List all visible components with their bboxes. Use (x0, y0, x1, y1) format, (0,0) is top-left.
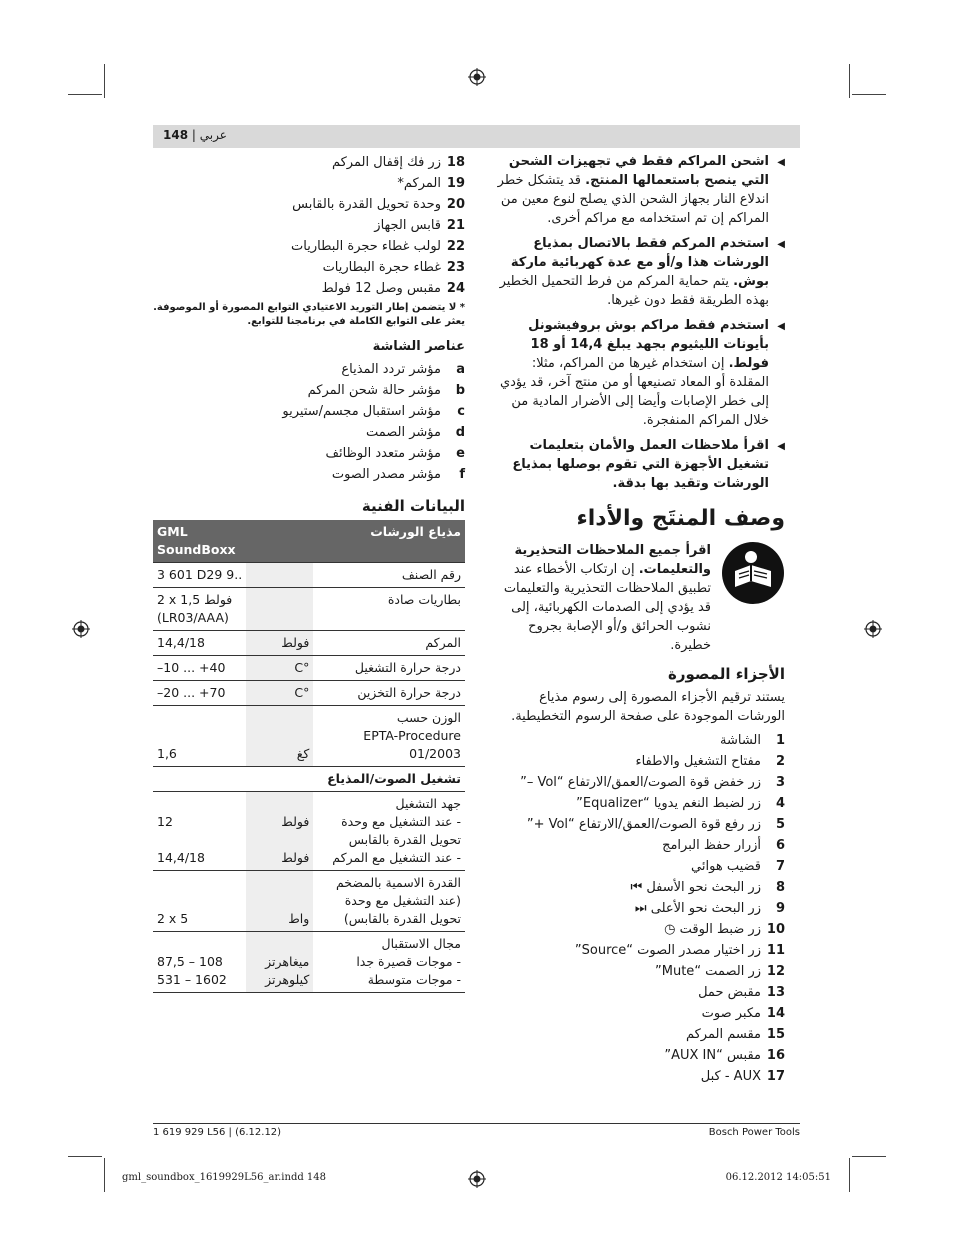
item-number: 16 (766, 1048, 785, 1063)
item-number: 17 (766, 1069, 785, 1084)
read-manual-icon (721, 541, 785, 605)
bullet-arrow-icon: ◀ (777, 441, 785, 452)
parts-list (489, 730, 785, 1087)
item-label: زر رفع قوة الصوت/العمق/الارتفاع “Vol +” (526, 817, 761, 832)
table-row (153, 871, 465, 932)
registration-mark-icon (468, 68, 486, 86)
item-number: d (455, 425, 465, 440)
table-header-label: مذياع الورشات (313, 520, 465, 563)
crop-mark (68, 94, 102, 95)
item-label: زر البحث نحو الأسفل ⏮ (630, 880, 761, 895)
warning-text-block (489, 541, 711, 655)
header-separator: | (191, 128, 196, 142)
parts-intro: يستند ترقيم الأجزاء المصورة إلى رسوم مذياع الورشات الموجودة على صفحة الرسوم التخطيطية. (511, 690, 785, 724)
crop-mark (852, 1156, 886, 1157)
item-number: 1 (775, 733, 785, 748)
table-cell-value: 3 601 D29 9.. (153, 563, 246, 588)
list-item (489, 793, 785, 814)
table-cell-value: 14,4/18 (153, 631, 246, 656)
item-number: 2 (775, 754, 785, 769)
item-label: غطاء حجرة البطاريات (322, 260, 441, 275)
item-label: الشاشة (720, 733, 761, 748)
table-cell-label: بطاريات صادة (313, 588, 465, 631)
list-item (489, 1024, 785, 1045)
reception-a-label: - موجات قصيرة جدا (356, 954, 461, 969)
item-number: 15 (766, 1027, 785, 1042)
parts-list-continued (153, 152, 465, 299)
item-label: مقبض حمل (698, 985, 761, 1000)
display-section-title: عناصر الشاشة (372, 339, 465, 354)
footer-rule (153, 1123, 800, 1124)
footer-brand: Bosch Power Tools (708, 1127, 800, 1138)
item-number: 19 (446, 176, 465, 191)
item-number: 21 (446, 218, 465, 233)
crop-mark (104, 64, 105, 98)
list-item (489, 814, 785, 835)
registration-mark-icon (72, 620, 90, 638)
list-item (489, 1066, 785, 1087)
item-number: 6 (775, 838, 785, 853)
crop-mark (104, 1158, 105, 1192)
table-row (153, 631, 465, 656)
item-number: 20 (446, 197, 465, 212)
page-header (153, 125, 800, 148)
list-item (489, 856, 785, 877)
table-cell-unit: كغ (246, 706, 313, 767)
list-item (153, 215, 465, 236)
list-item (153, 257, 465, 278)
item-label: زر خفض قوة الصوت/العمق/الارتفاع “Vol –” (520, 775, 761, 790)
voltage-b-label: - عند التشغيل مع المركم (332, 850, 461, 865)
parts-section-title: الأجزاء المصورة (668, 665, 785, 683)
item-number: 8 (775, 880, 785, 895)
item-label: زر الصمت “Mute” (655, 964, 761, 979)
item-label: وحدة تحويل القدرة بالقابس (292, 197, 441, 212)
table-header-row (153, 520, 465, 563)
voltage-b-value: 14,4/18 (157, 850, 205, 865)
crop-mark (849, 64, 850, 98)
list-item (153, 359, 465, 380)
item-number: 13 (766, 985, 785, 1000)
list-item (489, 772, 785, 793)
list-item (489, 982, 785, 1003)
reception-a-unit: ميغاهرتز (265, 954, 310, 969)
item-label: زر اختيار مصدر الصوت “Source” (574, 943, 761, 958)
list-item (153, 464, 465, 485)
voltage-label: جهد التشغيل (395, 796, 461, 811)
item-number: 10 (766, 922, 785, 937)
item-label: مؤشر متعدد الوظائف (325, 446, 441, 461)
list-item (489, 835, 785, 856)
product-section-title: وصف المنتَج والأداء (576, 506, 785, 531)
warning-block (489, 541, 785, 655)
bullet-bold-text: استخدم المركم فقط بالاتصال بمذياع الورشات هذا و/أو مع عدة كهربائية ماركة بوش. (510, 236, 769, 289)
slug-filename: gml_soundbox_1619929L56_ar.indd 148 (122, 1172, 327, 1183)
left-column (153, 152, 465, 993)
power-label: القدرة الاسمية بالمضخم (عند التشغيل مع وحدة تحويل القدرة بالقابس) (313, 871, 465, 932)
table-cell-unit (246, 588, 313, 631)
registration-mark-icon (468, 1170, 486, 1188)
list-item (489, 898, 785, 919)
item-label: زر البحث نحو الأعلى ⏭ (634, 901, 761, 916)
list-item (489, 1045, 785, 1066)
item-label: مؤشر مصدر الصوت (331, 467, 441, 482)
item-label: المركم* (397, 176, 441, 191)
list-item (153, 401, 465, 422)
item-label: مكبر صوت (701, 1006, 761, 1021)
table-row (153, 656, 465, 681)
crop-mark (849, 1158, 850, 1192)
item-label: مقبس وصل 12 فولط (321, 281, 441, 296)
warning-text: إن ارتكاب الأخطاء عند تطبيق الملاحظات التحذيرية والتعليمات قد يؤدي إلى الصدمات الكهربائية، إلى نشوب الحرائق و/أو الإصابة بجروح خطيرة. (503, 562, 711, 653)
bullet-bold-text: اقرأ ملاحظات العمل والأمان بتعليمات تشغيل الأجهزة التي تقوم بوصلها بمذياع الورشات وتقيد بها بدقة. (512, 438, 769, 491)
safety-bullet (489, 316, 785, 430)
item-number: b (455, 383, 465, 398)
item-number: 23 (446, 260, 465, 275)
list-item (489, 961, 785, 982)
item-number: f (459, 467, 465, 482)
table-cell-label: رقم الصنف (313, 563, 465, 588)
item-number: 5 (775, 817, 785, 832)
item-label: قضيب هوائي (691, 859, 761, 874)
header-text (163, 128, 227, 142)
bullet-arrow-icon: ◀ (777, 157, 785, 168)
table-row (153, 681, 465, 706)
crop-mark (852, 94, 886, 95)
table-cell-label: درجة حرارة التخزين (313, 681, 465, 706)
bullet-text: يتم حماية المركم من فرط التحميل الخطير بهذه الطريقة فقط دون غيرها. (499, 274, 769, 308)
safety-bullet (489, 152, 785, 228)
voltage-b-unit: فولط (281, 850, 310, 865)
item-label: مؤشر حالة شحن المركم (307, 383, 441, 398)
item-label: لولب غطاء حجرة البطاريات (291, 239, 441, 254)
bullet-bold-text: استخدم فقط مراكم بوش بروفيشونل بأيونات الليثيوم بجهد يبلغ 14,4 أو 18 فولط. (528, 318, 769, 371)
page-number: 148 (163, 128, 189, 142)
header-language: عربي (199, 128, 227, 142)
list-item (489, 1003, 785, 1024)
warning-bold: اقرأ جميع الملاحظات التحذيرية والتعليمات. (514, 543, 711, 577)
voltage-a-label: - عند التشغيل مع وحدة تحويل القدرة بالقابس (341, 814, 461, 847)
bullet-arrow-icon: ◀ (777, 239, 785, 250)
voltage-a-unit: فولط (281, 814, 310, 829)
item-number: 12 (766, 964, 785, 979)
item-label: مؤشر تردد المذياع (341, 362, 441, 377)
footnote: * لا يتضمن إطار التوريد الاعتيادي التوابع المصورة أو الموصوفة. يعثر على التوابع الكاملة في برنامجنا للتوابع. (153, 302, 465, 327)
list-item (489, 877, 785, 898)
item-number: 9 (775, 901, 785, 916)
item-label: مقسم المركم (685, 1027, 761, 1042)
list-item (489, 751, 785, 772)
item-label: مؤشر استقبال مجسم/ستيريو (282, 404, 441, 419)
safety-bullet (489, 234, 785, 310)
crop-mark (68, 1156, 102, 1157)
table-cell-value: 2 x 1,5 فولط (LR03/AAA) (153, 588, 246, 631)
item-number: e (456, 446, 465, 461)
display-elements-list (153, 359, 465, 485)
list-item (153, 380, 465, 401)
right-column (489, 152, 785, 1087)
table-subheader: تشغيل الصوت/المذياع (153, 767, 465, 792)
table-cell-value: 1,6 (153, 706, 246, 767)
list-item (489, 919, 785, 940)
list-item (489, 730, 785, 751)
bullet-text: إن استخدام غيرها من المراكم، مثلا: المقلدة أو المعاد تصنيعها أو من منتج آخر، قد يؤدي إلى خطر الإصابات وأيضا إلى الأضرار المادية من خلال المراكم المنفجرة. (499, 356, 769, 428)
list-item (153, 278, 465, 299)
item-number: 24 (446, 281, 465, 296)
safety-bullet (489, 436, 785, 493)
item-number: 22 (446, 239, 465, 254)
table-subheader-row (153, 767, 465, 792)
item-number: 11 (766, 943, 785, 958)
table-cell-label: درجة حرارة التشغيل (313, 656, 465, 681)
power-value: 2 x 5 (153, 871, 246, 932)
item-number: a (456, 362, 465, 377)
slug-date: 06.12.2012 14:05:51 (725, 1172, 831, 1183)
item-label: قابس الجهاز (374, 218, 441, 233)
table-row (153, 588, 465, 631)
table-row (153, 563, 465, 588)
table-cell-value: –10 ... +40 (153, 656, 246, 681)
power-unit: واط (246, 871, 313, 932)
tech-rows (153, 563, 465, 767)
item-label: مؤشر الصمت (365, 425, 441, 440)
table-row (153, 706, 465, 767)
table-cell-value: –20 ... +70 (153, 681, 246, 706)
tech-data-table (153, 520, 465, 993)
bullet-arrow-icon: ◀ (777, 321, 785, 332)
item-label: مفتاح التشغيل والاطفاء (635, 754, 761, 769)
table-cell-unit: فولط (246, 631, 313, 656)
item-label: مقبس “AUX IN” (664, 1048, 761, 1063)
item-number: 4 (775, 796, 785, 811)
reception-b-unit: كيلوهرتز (265, 972, 310, 987)
reception-a-value: 87,5 – 108 (157, 954, 223, 969)
table-cell-label: الوزن حسب EPTA-Procedure 01/2003 (313, 706, 465, 767)
item-number: 7 (775, 859, 785, 874)
table-cell-unit: °C (246, 656, 313, 681)
tech-data-title: البيانات الفنية (361, 497, 465, 515)
item-number: c (457, 404, 465, 419)
item-number: 14 (766, 1006, 785, 1021)
item-label: زر لضبط النغم يدويا “Equalizer” (576, 796, 761, 811)
item-number: 18 (446, 155, 465, 170)
list-item (153, 194, 465, 215)
table-row (153, 932, 465, 993)
reception-label: مجال الاستقبال (381, 936, 461, 951)
item-number: 3 (775, 775, 785, 790)
table-header-model: GML SoundBoxx (153, 520, 246, 563)
list-item (153, 443, 465, 464)
bullet-bold-text: اشحن المراكم فقط في تجهيزات الشحن التي ينصح باستعمالها المنتج. (508, 154, 769, 188)
item-label: أزرار حفظ البرامج (662, 838, 761, 853)
list-item (153, 173, 465, 194)
voltage-a-value: 12 (157, 814, 173, 829)
table-cell-label: المركم (313, 631, 465, 656)
bullet-text: قد يتشكل خطر اندلاع النار بجهاز الشحن الذي يصلح لنوع معين من المراكم إن تم استخدامه مع مراكم أخرى. (497, 173, 769, 226)
footer-doc-number: 1 619 929 L56 | (6.12.12) (153, 1127, 282, 1138)
table-cell-unit (246, 563, 313, 588)
list-item (153, 236, 465, 257)
item-label: زر ضبط الوقت ◷ (664, 922, 761, 937)
table-row (153, 792, 465, 871)
reception-b-value: 531 – 1602 (157, 972, 227, 987)
registration-mark-icon (864, 620, 882, 638)
table-cell-unit: °C (246, 681, 313, 706)
list-item (153, 152, 465, 173)
list-item (153, 422, 465, 443)
reception-b-label: - موجات متوسطة (367, 972, 461, 987)
item-label: AUX - كبل (700, 1069, 761, 1084)
item-label: زر فك إقفال المركم (331, 155, 441, 170)
list-item (489, 940, 785, 961)
